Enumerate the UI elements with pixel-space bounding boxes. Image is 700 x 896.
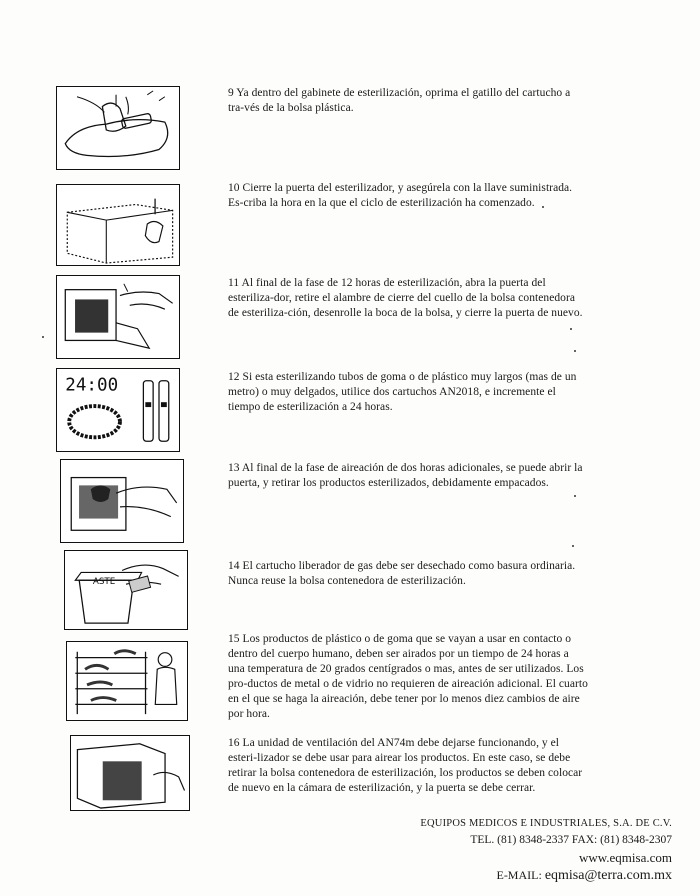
- clock-display-text: 24:00: [65, 375, 119, 396]
- hand-pressing-cartridge-icon: [57, 87, 179, 169]
- step-11-illustration: [56, 275, 180, 359]
- company-name: EQUIPOS MEDICOS E INDUSTRIALES, S.A. DE C.V.: [420, 818, 672, 829]
- scan-speck: [542, 206, 544, 208]
- step-13-text: 13 Al final de la fase de aireación de dos horas adicionales, se puede abrir la puerta, y retirar los productos esterilizados, debidamente empacados.: [228, 462, 583, 489]
- scan-speck: [572, 545, 574, 547]
- phone-fax: TEL. (81) 8348-2337 FAX: (81) 8348-2307: [470, 834, 672, 846]
- step-15-text: 15 Los productos de plástico o de goma que se vayan a usar en contacto o dentro del cuerpo humano, deben ser airados por un tiempo de 24 horas a una temperatura de 20 grados centígrados o mas, antes de ser utilizados. Los pro-ductos de metal o de vidrio no requieren de aireación adicional. El cuarto en el que se haga la aireación, debe tener por lo menos diez cambios de aire por hora.: [228, 633, 588, 720]
- website-link[interactable]: www.eqmisa.com: [578, 850, 672, 865]
- scan-speck: [42, 336, 44, 338]
- step-16-text: 16 La unidad de ventilación del AN74m debe dejarse funcionando, y el esteri-lizador se debe usar para airear los productos. En este caso, se debe retirar la bolsa contenedora de esterilización, los productos se deben colocar de nuevo en la cámara de esterilización, y la puerta se debe cerrar.: [228, 737, 583, 794]
- opening-sterilizer-door-icon: [57, 276, 179, 358]
- scan-speck: [574, 495, 576, 497]
- step-12-text: 12 Si esta esterilizando tubos de goma o de plástico muy largos (mas de un metro) o muy delgados, utilice dos cartuchos AN2018, e incremente el tiempo de esterilización a 24 horas.: [228, 371, 577, 413]
- clock-tubes-cartridges-icon: [57, 369, 179, 451]
- aeration-rack-icon: [67, 642, 187, 720]
- email-link[interactable]: eqmisa@terra.com.mx: [544, 868, 672, 883]
- step-12-illustration: [56, 368, 180, 452]
- step-13-illustration: [60, 459, 184, 543]
- step-14-text: 14 El cartucho liberador de gas debe ser desechado como basura ordinaria. Nunca reuse la bolsa contenedora de esterilización.: [228, 560, 576, 587]
- scan-speck: [570, 328, 572, 330]
- email-label: E-MAIL:: [496, 868, 542, 882]
- removing-products-icon: [61, 460, 183, 542]
- step-10-illustration: [56, 184, 180, 266]
- email-line: [496, 868, 672, 884]
- step-11-text: 11 Al final de la fase de 12 horas de esterilización, abra la puerta del esteriliza-dor, retire el alambre de cierre del cuello de la bolsa contenedora de esteriliza-ción, desenrolle la boca de la bolsa, y cierre la puerta de nuevo.: [228, 277, 583, 319]
- step-15-illustration: [66, 641, 188, 721]
- scan-speck: [574, 350, 576, 352]
- step-14-illustration: [64, 550, 188, 630]
- bin-label-text: ASTE: [92, 577, 116, 588]
- sterilizer-cabinet-icon: [57, 185, 179, 265]
- step-9-text: 9 Ya dentro del gabinete de esterilización, oprima el gatillo del cartucho a tra-vés de la bolsa plástica.: [228, 87, 571, 114]
- step-10-text: 10 Cierre la puerta del esterilizador, y asegúrela con la llave suministrada. Es-criba la hora en la que el ciclo de esterilización ha comenzado.: [228, 182, 573, 209]
- step-9-illustration: [56, 86, 180, 170]
- step-16-illustration: [70, 735, 190, 811]
- trash-bin-icon: [65, 551, 187, 629]
- ventilation-unit-icon: [71, 736, 189, 810]
